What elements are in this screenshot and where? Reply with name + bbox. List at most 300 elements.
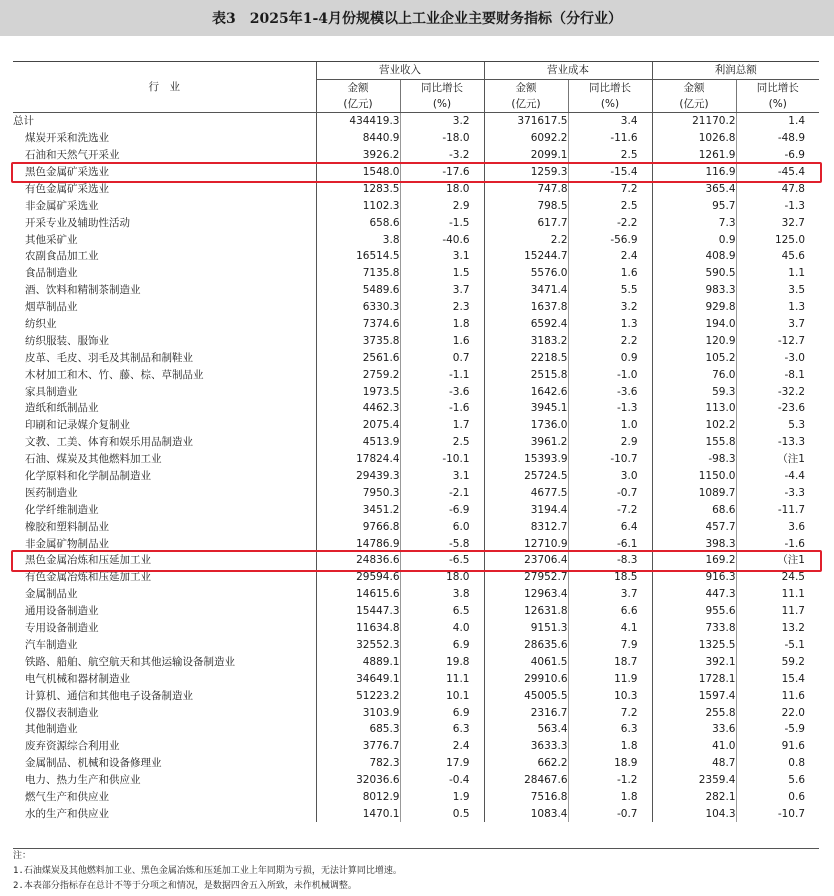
cost-amount-cell: 4061.5: [484, 653, 568, 670]
profit-amount-cell: 1089.7: [652, 484, 736, 501]
table-row: [13, 518, 819, 535]
revenue-growth-cell: 10.1: [400, 687, 484, 704]
profit-amount-header: 金额 (亿元): [652, 79, 736, 112]
cost-growth-cell: 7.2: [568, 704, 652, 721]
cost-amount-cell: 6092.2: [484, 130, 568, 147]
table-row: [13, 805, 819, 822]
cost-amount-cell: 4677.5: [484, 484, 568, 501]
cost-growth-cell: 6.4: [568, 518, 652, 535]
revenue-amount-cell: 4889.1: [316, 653, 400, 670]
profit-amount-cell: 916.3: [652, 569, 736, 586]
table-row: [13, 687, 819, 704]
cost-growth-cell: -0.7: [568, 805, 652, 822]
revenue-amount-cell: 3103.9: [316, 704, 400, 721]
profit-growth-cell: 13.2: [736, 620, 819, 637]
profit-amount-cell: 733.8: [652, 620, 736, 637]
industry-name: 其他采矿业: [25, 233, 78, 246]
industry-name: 有色金属矿采选业: [25, 182, 109, 195]
profit-growth-cell: 0.6: [736, 789, 819, 806]
cost-growth-cell: 4.1: [568, 620, 652, 637]
table-row: [13, 265, 819, 282]
profit-amount-cell: 68.6: [652, 501, 736, 518]
industry-name: 黑色金属矿采选业: [25, 166, 109, 178]
cost-amount-cell: 12631.8: [484, 603, 568, 620]
table-row: [13, 721, 819, 738]
cost-growth-cell: 7.9: [568, 637, 652, 654]
profit-amount-cell: 1728.1: [652, 670, 736, 687]
profit-growth-cell: 91.6: [736, 738, 819, 755]
revenue-growth-cell: -1.5: [400, 214, 484, 231]
industry-name: 文教、工美、体育和娱乐用品制造业: [25, 436, 193, 449]
revenue-growth-cell: 3.8: [400, 586, 484, 603]
industry-name: 造纸和纸制品业: [25, 402, 99, 415]
revenue-amount-cell: 29439.3: [316, 468, 400, 485]
table-row: [13, 704, 819, 721]
profit-growth-cell: 11.1: [736, 586, 819, 603]
cost-growth-cell: -8.3: [568, 552, 652, 569]
industry-name: 汽车制造业: [25, 638, 78, 651]
header-row-groups: [13, 62, 819, 80]
profit-amount-cell: 255.8: [652, 704, 736, 721]
profit-growth-cell: 0.8: [736, 755, 819, 772]
profit-growth-cell: -12.7: [736, 332, 819, 349]
profit-growth-cell: 3.5: [736, 282, 819, 299]
industry-name: 木材加工和木、竹、藤、棕、草制品业: [25, 368, 204, 381]
cost-amount-cell: 2316.7: [484, 704, 568, 721]
cost-growth-cell: 18.9: [568, 755, 652, 772]
profit-amount-cell: 398.3: [652, 535, 736, 552]
profit-amount-cell: 169.2: [652, 552, 736, 569]
profit-amount-cell: 33.6: [652, 721, 736, 738]
profit-growth-cell: -48.9: [736, 130, 819, 147]
cost-growth-cell: 1.0: [568, 417, 652, 434]
cost-growth-cell: 1.8: [568, 738, 652, 755]
industry-name: 通用设备制造业: [25, 605, 99, 618]
profit-amount-cell: 48.7: [652, 755, 736, 772]
cost-amount-cell: 28635.6: [484, 637, 568, 654]
table-row: [13, 130, 819, 147]
table-row: [13, 468, 819, 485]
profit-amount-cell: 120.9: [652, 332, 736, 349]
revenue-amount-cell: 51223.2: [316, 687, 400, 704]
profit-growth-cell: 11.6: [736, 687, 819, 704]
profit-amount-cell: 983.3: [652, 282, 736, 299]
revenue-amount-cell: 1283.5: [316, 180, 400, 197]
revenue-growth-cell: 1.5: [400, 265, 484, 282]
revenue-amount-cell: 16514.5: [316, 248, 400, 265]
revenue-amount-cell: 8440.9: [316, 130, 400, 147]
cost-growth-cell: -10.7: [568, 451, 652, 468]
profit-growth-cell: -5.9: [736, 721, 819, 738]
cost-amount-cell: 9151.3: [484, 620, 568, 637]
revenue-growth-cell: -5.8: [400, 535, 484, 552]
profit-growth-cell: （注1: [736, 552, 819, 569]
industry-name: 煤炭开采和洗选业: [25, 132, 109, 145]
revenue-growth-cell: 2.5: [400, 434, 484, 451]
industry-name: 其他制造业: [25, 723, 78, 736]
revenue-growth-cell: -1.1: [400, 366, 484, 383]
cost-growth-cell: -6.1: [568, 535, 652, 552]
cost-amount-cell: 7516.8: [484, 789, 568, 806]
revenue-growth-cell: -18.0: [400, 130, 484, 147]
cost-amount-cell: 3633.3: [484, 738, 568, 755]
footnote-1: 1.石油煤炭及其他燃料加工业、黑色金属冶炼和压延加工业上年同期为亏损，无法计算同比增速。: [13, 866, 402, 876]
revenue-amount-cell: 32036.6: [316, 772, 400, 789]
revenue-growth-cell: 17.9: [400, 755, 484, 772]
revenue-amount-cell: 3735.8: [316, 332, 400, 349]
cost-amount-cell: 23706.4: [484, 552, 568, 569]
profit-growth-cell: -3.0: [736, 349, 819, 366]
revenue-growth-cell: 6.0: [400, 518, 484, 535]
cost-growth-cell: 1.8: [568, 789, 652, 806]
industry-name: 非金属矿采选业: [25, 199, 99, 212]
profit-growth-cell: -1.3: [736, 197, 819, 214]
table-row: [13, 569, 819, 586]
table-row: [13, 451, 819, 468]
revenue-amount-cell: 782.3: [316, 755, 400, 772]
table-row: [13, 147, 819, 164]
industry-name: 食品制造业: [25, 267, 78, 280]
cost-growth-cell: 0.9: [568, 349, 652, 366]
profit-amount-cell: 102.2: [652, 417, 736, 434]
industry-name: 非金属矿物制品业: [25, 537, 109, 550]
revenue-amount-cell: 17824.4: [316, 451, 400, 468]
table-row: [13, 383, 819, 400]
cost-growth-cell: 2.5: [568, 147, 652, 164]
profit-growth-cell: -32.2: [736, 383, 819, 400]
revenue-amount-cell: 24836.6: [316, 552, 400, 569]
revenue-growth-cell: 18.0: [400, 569, 484, 586]
industry-header: 行 业: [13, 62, 316, 113]
table-title: [0, 0, 834, 36]
cost-growth-cell: -1.2: [568, 772, 652, 789]
revenue-header: 营业收入: [316, 62, 484, 80]
table-row: [13, 637, 819, 654]
revenue-amount-cell: 3776.7: [316, 738, 400, 755]
profit-amount-cell: 282.1: [652, 789, 736, 806]
profit-growth-header: 同比增长 (%): [736, 79, 819, 112]
table-row: [13, 772, 819, 789]
footnote-heading: 注：: [13, 851, 32, 861]
industry-name: 石油和天然气开采业: [25, 149, 120, 162]
revenue-amount-cell: 1973.5: [316, 383, 400, 400]
industry-name: 水的生产和供应业: [25, 807, 109, 820]
revenue-amount-cell: 11634.8: [316, 620, 400, 637]
industry-name: 金属制品、机械和设备修理业: [25, 757, 162, 770]
industry-name: 皮革、毛皮、羽毛及其制品和制鞋业: [25, 351, 193, 364]
cost-amount-cell: 29910.6: [484, 670, 568, 687]
cost-growth-cell: 18.5: [568, 569, 652, 586]
revenue-amount-cell: 2759.2: [316, 366, 400, 383]
revenue-growth-cell: 3.1: [400, 468, 484, 485]
cost-amount-cell: 1259.3: [484, 164, 568, 181]
revenue-growth-cell: 0.7: [400, 349, 484, 366]
cost-amount-cell: 3961.2: [484, 434, 568, 451]
table-row: [13, 349, 819, 366]
industry-name: 家具制造业: [25, 385, 78, 398]
revenue-growth-cell: 6.9: [400, 637, 484, 654]
profit-amount-cell: 104.3: [652, 805, 736, 822]
profit-amount-cell: 365.4: [652, 180, 736, 197]
table-row: [13, 231, 819, 248]
table-row: [13, 332, 819, 349]
cost-amount-cell: 12710.9: [484, 535, 568, 552]
industry-name: 纺织业: [25, 318, 57, 331]
cost-amount-cell: 617.7: [484, 214, 568, 231]
revenue-growth-cell: 6.3: [400, 721, 484, 738]
cost-growth-cell: -15.4: [568, 164, 652, 181]
cost-growth-cell: 7.2: [568, 180, 652, 197]
revenue-growth-cell: 3.2: [400, 112, 484, 129]
revenue-amount-cell: 685.3: [316, 721, 400, 738]
table-row: [13, 552, 819, 569]
industry-name: 燃气生产和供应业: [25, 790, 109, 803]
table-row: [13, 417, 819, 434]
revenue-growth-cell: -2.1: [400, 484, 484, 501]
profit-header: 利润总额: [652, 62, 819, 80]
industry-name: 石油、煤炭及其他燃料加工业: [25, 453, 162, 466]
revenue-amount-cell: 5489.6: [316, 282, 400, 299]
profit-amount-cell: 392.1: [652, 653, 736, 670]
cost-growth-cell: -1.0: [568, 366, 652, 383]
cost-amount-cell: 2099.1: [484, 147, 568, 164]
industry-name: 金属制品业: [25, 588, 78, 601]
profit-growth-cell: 22.0: [736, 704, 819, 721]
profit-growth-cell: 15.4: [736, 670, 819, 687]
profit-amount-cell: 590.5: [652, 265, 736, 282]
profit-amount-cell: 1597.4: [652, 687, 736, 704]
revenue-amount-cell: 2561.6: [316, 349, 400, 366]
revenue-amount-cell: 8012.9: [316, 789, 400, 806]
cost-growth-cell: -0.7: [568, 484, 652, 501]
cost-amount-cell: 2.2: [484, 231, 568, 248]
profit-amount-cell: 1261.9: [652, 147, 736, 164]
profit-growth-cell: 125.0: [736, 231, 819, 248]
cost-growth-cell: 18.7: [568, 653, 652, 670]
table-row: [13, 282, 819, 299]
revenue-amount-cell: 2075.4: [316, 417, 400, 434]
revenue-growth-cell: 6.5: [400, 603, 484, 620]
financial-indicators-table: [13, 61, 819, 822]
industry-name: 酒、饮料和精制茶制造业: [25, 284, 141, 297]
table-row: [13, 214, 819, 231]
profit-growth-cell: -11.7: [736, 501, 819, 518]
table-row: [13, 197, 819, 214]
revenue-amount-cell: 7374.6: [316, 316, 400, 333]
industry-name: 专用设备制造业: [25, 622, 99, 635]
table-row: [13, 484, 819, 501]
cost-growth-cell: 5.5: [568, 282, 652, 299]
cost-amount-cell: 798.5: [484, 197, 568, 214]
table-row: [13, 653, 819, 670]
profit-growth-cell: -6.9: [736, 147, 819, 164]
revenue-growth-cell: -1.6: [400, 400, 484, 417]
profit-amount-cell: 408.9: [652, 248, 736, 265]
profit-amount-cell: 7.3: [652, 214, 736, 231]
profit-growth-cell: 3.6: [736, 518, 819, 535]
profit-growth-cell: 3.7: [736, 316, 819, 333]
revenue-amount-cell: 15447.3: [316, 603, 400, 620]
revenue-amount-cell: 434419.3: [316, 112, 400, 129]
cost-amount-cell: 2515.8: [484, 366, 568, 383]
cost-amount-cell: 3183.2: [484, 332, 568, 349]
revenue-growth-cell: 0.5: [400, 805, 484, 822]
table-row: [13, 620, 819, 637]
profit-amount-cell: 59.3: [652, 383, 736, 400]
profit-growth-cell: -5.1: [736, 637, 819, 654]
cost-growth-cell: -56.9: [568, 231, 652, 248]
industry-name: 总计: [13, 115, 34, 128]
industry-name: 仪器仪表制造业: [25, 706, 99, 719]
profit-growth-cell: -4.4: [736, 468, 819, 485]
table-body: [13, 112, 819, 822]
profit-amount-cell: 155.8: [652, 434, 736, 451]
profit-growth-cell: -8.1: [736, 366, 819, 383]
cost-growth-cell: 3.7: [568, 586, 652, 603]
revenue-growth-cell: 6.9: [400, 704, 484, 721]
cost-amount-cell: 1083.4: [484, 805, 568, 822]
revenue-growth-cell: -3.6: [400, 383, 484, 400]
revenue-amount-cell: 3451.2: [316, 501, 400, 518]
table-row: [13, 501, 819, 518]
revenue-amount-cell: 1548.0: [316, 164, 400, 181]
cost-amount-cell: 12963.4: [484, 586, 568, 603]
profit-growth-cell: 32.7: [736, 214, 819, 231]
industry-name: 铁路、船舶、航空航天和其他运输设备制造业: [25, 655, 235, 668]
cost-amount-cell: 371617.5: [484, 112, 568, 129]
industry-name: 电气机械和器材制造业: [25, 672, 130, 685]
profit-amount-cell: 1325.5: [652, 637, 736, 654]
cost-header: 营业成本: [484, 62, 652, 80]
profit-amount-cell: 457.7: [652, 518, 736, 535]
profit-amount-cell: 95.7: [652, 197, 736, 214]
cost-growth-cell: -2.2: [568, 214, 652, 231]
profit-growth-cell: -1.6: [736, 535, 819, 552]
profit-amount-cell: 1150.0: [652, 468, 736, 485]
revenue-growth-cell: 1.8: [400, 316, 484, 333]
profit-amount-cell: 105.2: [652, 349, 736, 366]
industry-name: 计算机、通信和其他电子设备制造业: [25, 689, 193, 702]
revenue-amount-cell: 4513.9: [316, 434, 400, 451]
profit-amount-cell: 2359.4: [652, 772, 736, 789]
table-row: [13, 755, 819, 772]
revenue-growth-cell: 3.7: [400, 282, 484, 299]
revenue-growth-cell: 1.9: [400, 789, 484, 806]
profit-growth-cell: 1.4: [736, 112, 819, 129]
revenue-growth-cell: -3.2: [400, 147, 484, 164]
table-row: [13, 789, 819, 806]
revenue-amount-cell: 3926.2: [316, 147, 400, 164]
revenue-growth-cell: 1.7: [400, 417, 484, 434]
profit-amount-cell: 1026.8: [652, 130, 736, 147]
footnote-2: 2.本表部分指标存在总计不等于分项之和情况，是数据四舍五入所致，未作机械调整。: [13, 881, 357, 891]
revenue-amount-cell: 3.8: [316, 231, 400, 248]
industry-name: 开采专业及辅助性活动: [25, 216, 130, 229]
cost-growth-cell: -3.6: [568, 383, 652, 400]
profit-growth-cell: 45.6: [736, 248, 819, 265]
industry-name: 农副食品加工业: [25, 250, 99, 263]
profit-growth-cell: 5.6: [736, 772, 819, 789]
cost-growth-cell: 2.5: [568, 197, 652, 214]
revenue-amount-cell: 4462.3: [316, 400, 400, 417]
profit-amount-cell: 955.6: [652, 603, 736, 620]
table-row: [13, 603, 819, 620]
revenue-growth-cell: 1.6: [400, 332, 484, 349]
revenue-growth-cell: -0.4: [400, 772, 484, 789]
cost-growth-cell: 6.6: [568, 603, 652, 620]
revenue-amount-cell: 7950.3: [316, 484, 400, 501]
cost-growth-cell: -7.2: [568, 501, 652, 518]
revenue-growth-cell: 11.1: [400, 670, 484, 687]
table-row: [13, 670, 819, 687]
profit-growth-cell: 1.1: [736, 265, 819, 282]
profit-amount-cell: 116.9: [652, 164, 736, 181]
profit-growth-cell: -13.3: [736, 434, 819, 451]
cost-amount-cell: 27952.7: [484, 569, 568, 586]
industry-name: 化学纤维制造业: [25, 503, 99, 516]
cost-amount-cell: 2218.5: [484, 349, 568, 366]
revenue-growth-cell: 19.8: [400, 653, 484, 670]
table-row: [13, 366, 819, 383]
profit-growth-cell: 59.2: [736, 653, 819, 670]
revenue-amount-cell: 7135.8: [316, 265, 400, 282]
profit-amount-cell: 41.0: [652, 738, 736, 755]
table-number: 表3: [211, 11, 236, 27]
revenue-growth-cell: 3.1: [400, 248, 484, 265]
cost-growth-cell: 1.3: [568, 316, 652, 333]
profit-growth-cell: -23.6: [736, 400, 819, 417]
cost-growth-cell: 3.2: [568, 299, 652, 316]
revenue-amount-cell: 1470.1: [316, 805, 400, 822]
table-row: [13, 434, 819, 451]
cost-growth-cell: 11.9: [568, 670, 652, 687]
cost-amount-cell: 563.4: [484, 721, 568, 738]
industry-name: 烟草制品业: [25, 301, 78, 314]
revenue-amount-cell: 1102.3: [316, 197, 400, 214]
profit-amount-cell: 21170.2: [652, 112, 736, 129]
footnotes: [13, 848, 819, 894]
cost-growth-cell: -11.6: [568, 130, 652, 147]
revenue-amount-cell: 9766.8: [316, 518, 400, 535]
cost-growth-cell: 3.0: [568, 468, 652, 485]
cost-amount-cell: 3194.4: [484, 501, 568, 518]
cost-amount-cell: 45005.5: [484, 687, 568, 704]
industry-name: 电力、热力生产和供应业: [25, 774, 141, 787]
cost-amount-cell: 3471.4: [484, 282, 568, 299]
revenue-growth-cell: 18.0: [400, 180, 484, 197]
revenue-growth-cell: 4.0: [400, 620, 484, 637]
profit-amount-cell: 113.0: [652, 400, 736, 417]
profit-growth-cell: -45.4: [736, 164, 819, 181]
cost-growth-cell: -1.3: [568, 400, 652, 417]
profit-growth-cell: （注1: [736, 451, 819, 468]
profit-amount-cell: 929.8: [652, 299, 736, 316]
table-row: [13, 586, 819, 603]
revenue-growth-cell: -6.9: [400, 501, 484, 518]
cost-amount-cell: 662.2: [484, 755, 568, 772]
revenue-amount-cell: 14615.6: [316, 586, 400, 603]
revenue-amount-header: 金额 (亿元): [316, 79, 400, 112]
industry-name: 橡胶和塑料制品业: [25, 520, 109, 533]
cost-growth-cell: 2.9: [568, 434, 652, 451]
table-title-text: 2025年1-4月份规模以上工业企业主要财务指标（分行业）: [249, 11, 622, 27]
cost-growth-header: 同比增长 (%): [568, 79, 652, 112]
table-row: [13, 316, 819, 333]
cost-amount-cell: 6592.4: [484, 316, 568, 333]
revenue-growth-header: 同比增长 (%): [400, 79, 484, 112]
cost-amount-cell: 1637.8: [484, 299, 568, 316]
cost-amount-cell: 25724.5: [484, 468, 568, 485]
